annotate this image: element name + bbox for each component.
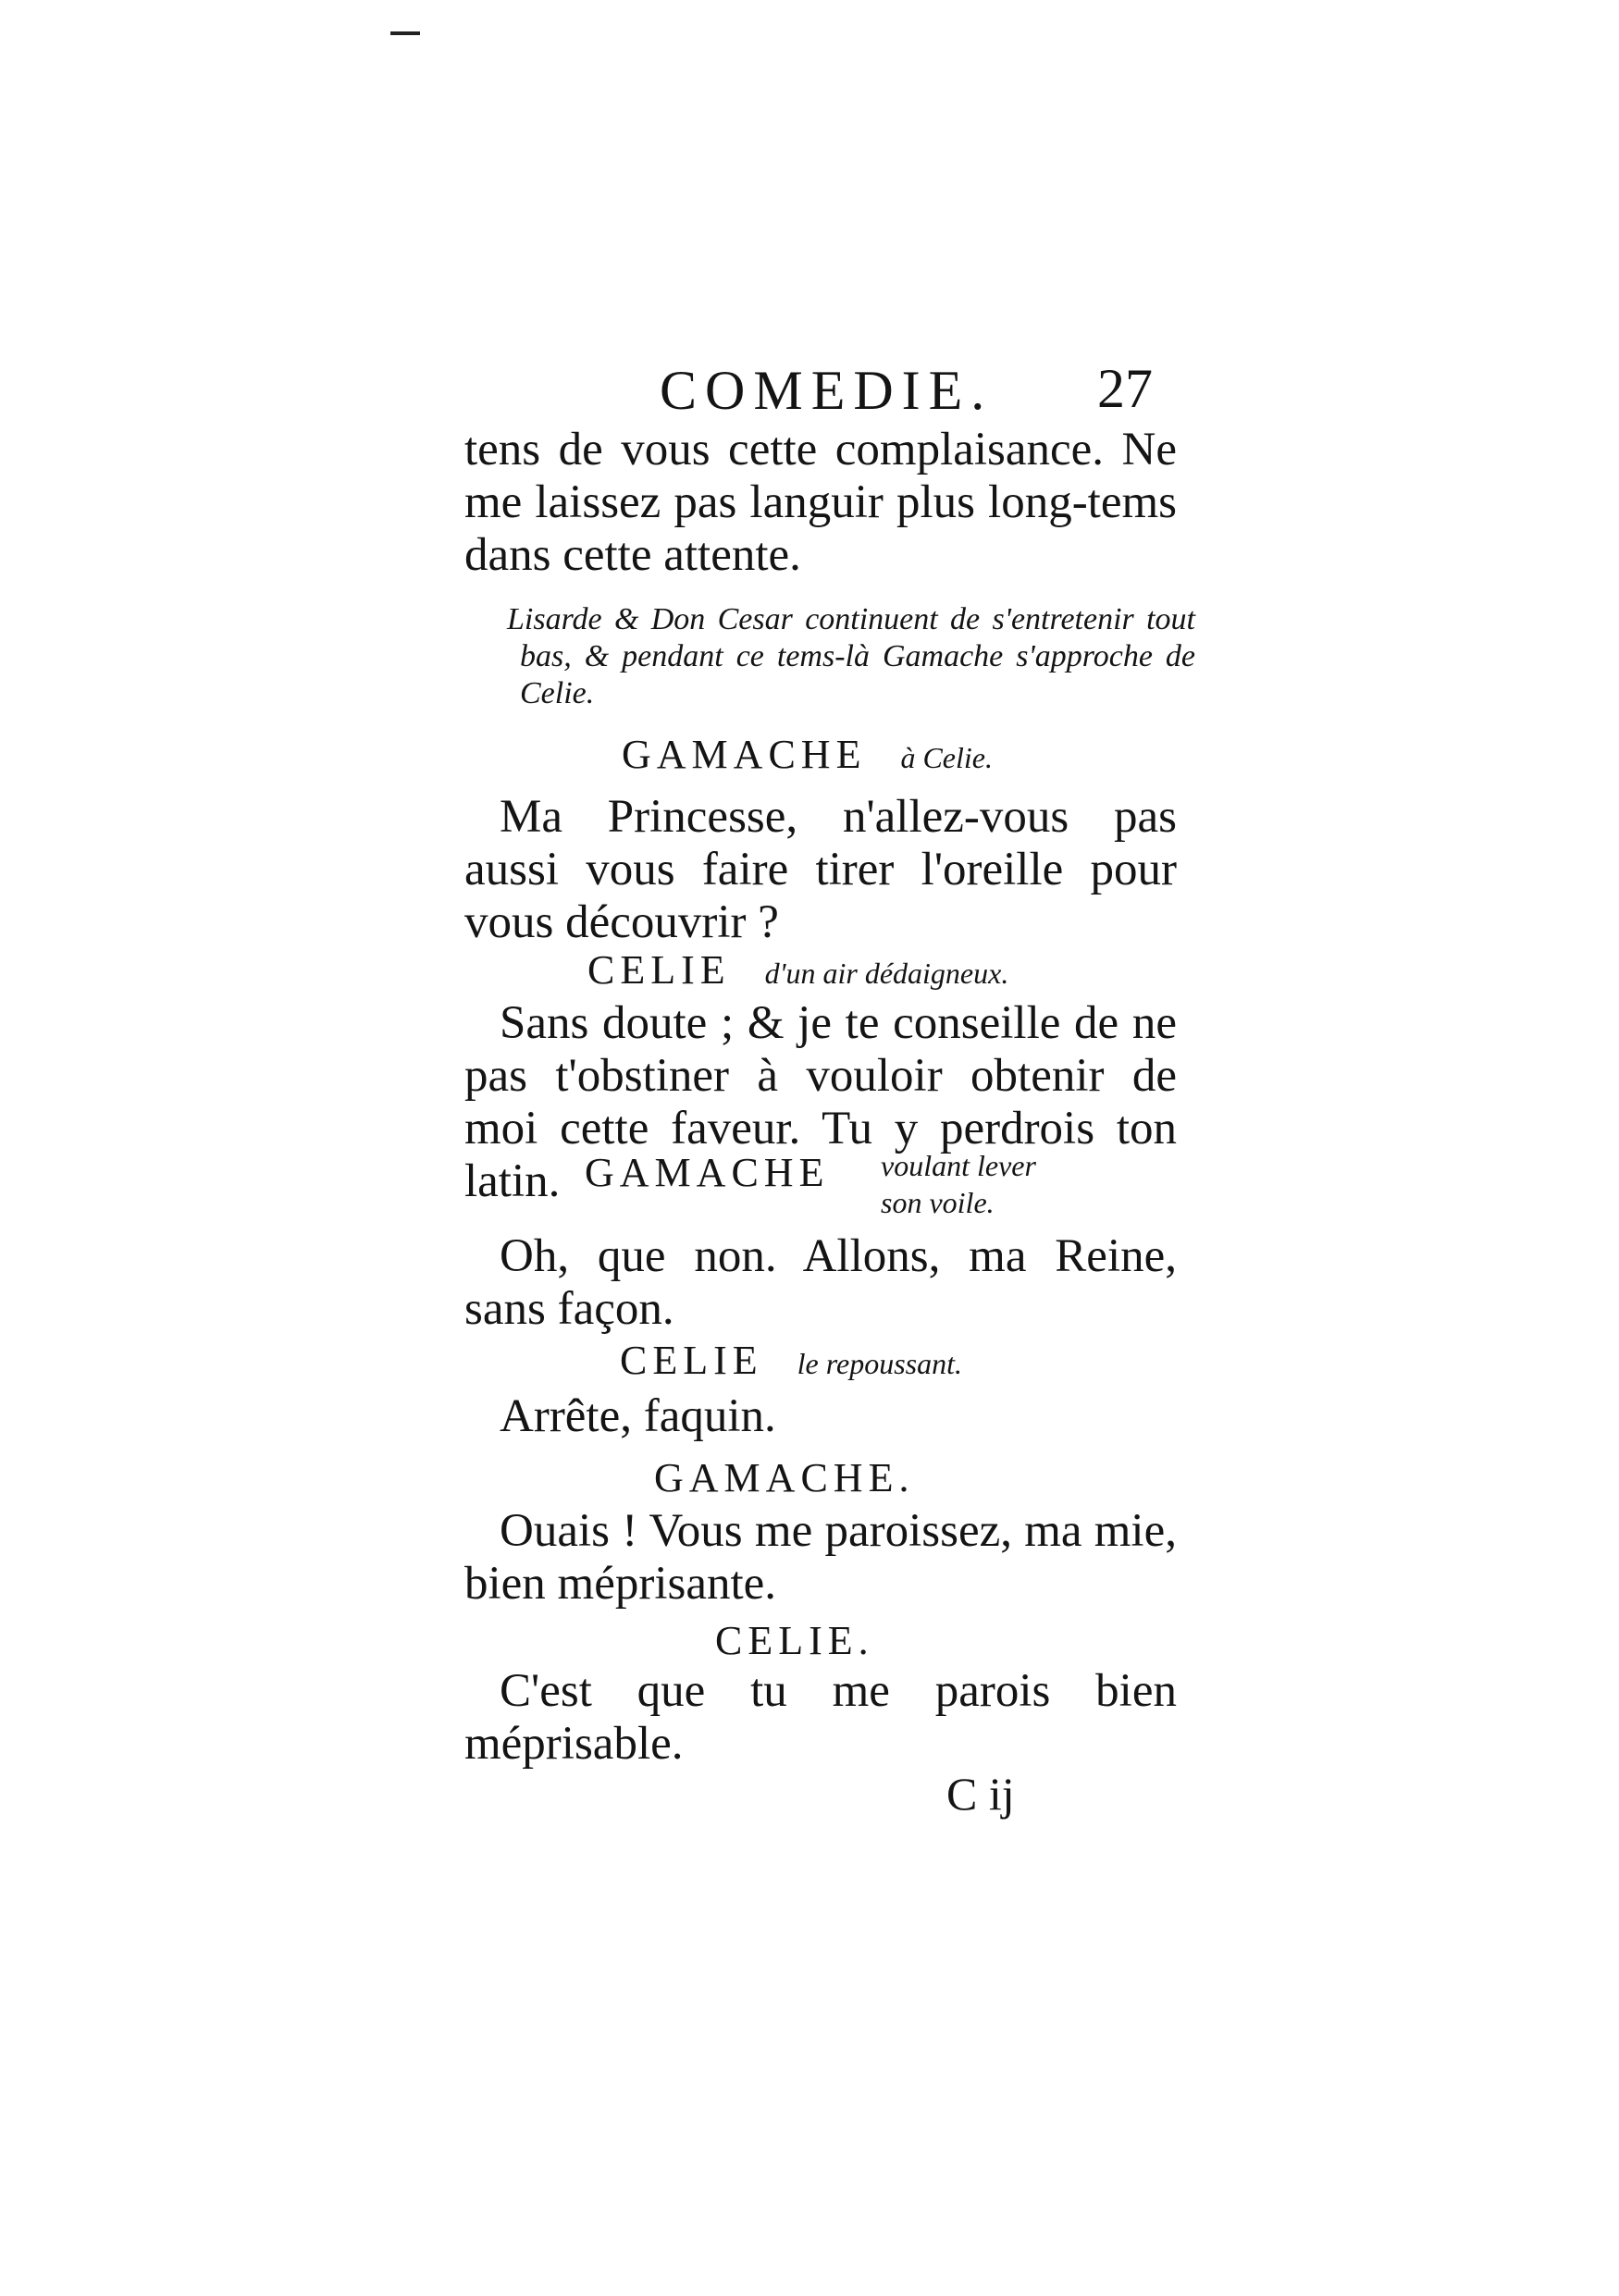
page-header [0,352,1619,426]
paragraph-1 [464,424,1177,582]
paragraph-6 [464,1505,1177,1611]
speaker-gamache-3 [654,1454,914,1501]
speaker-note-block [881,1147,1094,1221]
paragraph-text: Oh, que non. Allons, ma Reine, sans façon. [464,1230,1177,1335]
note-line: voulant lever [881,1149,1036,1182]
paragraph-4 [464,1230,1177,1336]
speaker-celie-1 [587,946,1008,994]
paragraph-text: Ouais ! Vous me paroissez, ma mie, bien méprisante. [464,1505,1177,1610]
paragraph-text: tens de vous cette complaisance. Ne me laissez pas languir plus long-tems dans cette attente. [464,424,1177,581]
speaker-celie-3 [715,1617,874,1664]
running-title: COMEDIE. [660,360,994,421]
speaker-name: CELIE. [715,1618,874,1663]
paragraph-2 [464,791,1177,949]
speaker-celie-2 [620,1337,962,1384]
speaker-note: d'un air dédaigneux. [764,957,1009,990]
paragraph-text: Arrête, faquin. [500,1390,776,1442]
note-line: son voile. [881,1186,995,1219]
paragraph-text: Sans doute ; & je te conseille de ne pas t'obstiner à vouloir obtenir de moi cette faveur. Tu y perdrois ton latin. [464,997,1177,1207]
signature-mark: C ij [946,1768,1015,1820]
speaker-name: GAMACHE [622,732,867,777]
speaker-note: à Celie. [900,741,993,774]
stage-direction: Lisarde & Don Cesar continuent de s'entretenir tout bas, & pendant ce tems-là Gamache s'approche de Celie. [507,602,1195,710]
paragraph-text: Ma Princesse, n'allez-vous pas aussi vous faire tirer l'oreille pour vous découvrir ? [464,791,1177,948]
margin-mark [390,31,420,35]
page-number: 27 [1097,358,1153,419]
speaker-name: GAMACHE. [654,1455,915,1500]
speaker-note: le repoussant. [797,1347,962,1380]
speaker-name: CELIE [587,947,731,993]
speaker-gamache-2 [585,1149,829,1196]
speaker-gamache-1 [622,731,993,778]
paragraph-5 [464,1390,1177,1443]
paragraph-7 [464,1665,1177,1771]
paragraph-text: C'est que tu me parois bien méprisable. [464,1665,1177,1770]
speaker-name: CELIE [620,1338,763,1383]
speaker-name: GAMACHE [585,1150,830,1195]
